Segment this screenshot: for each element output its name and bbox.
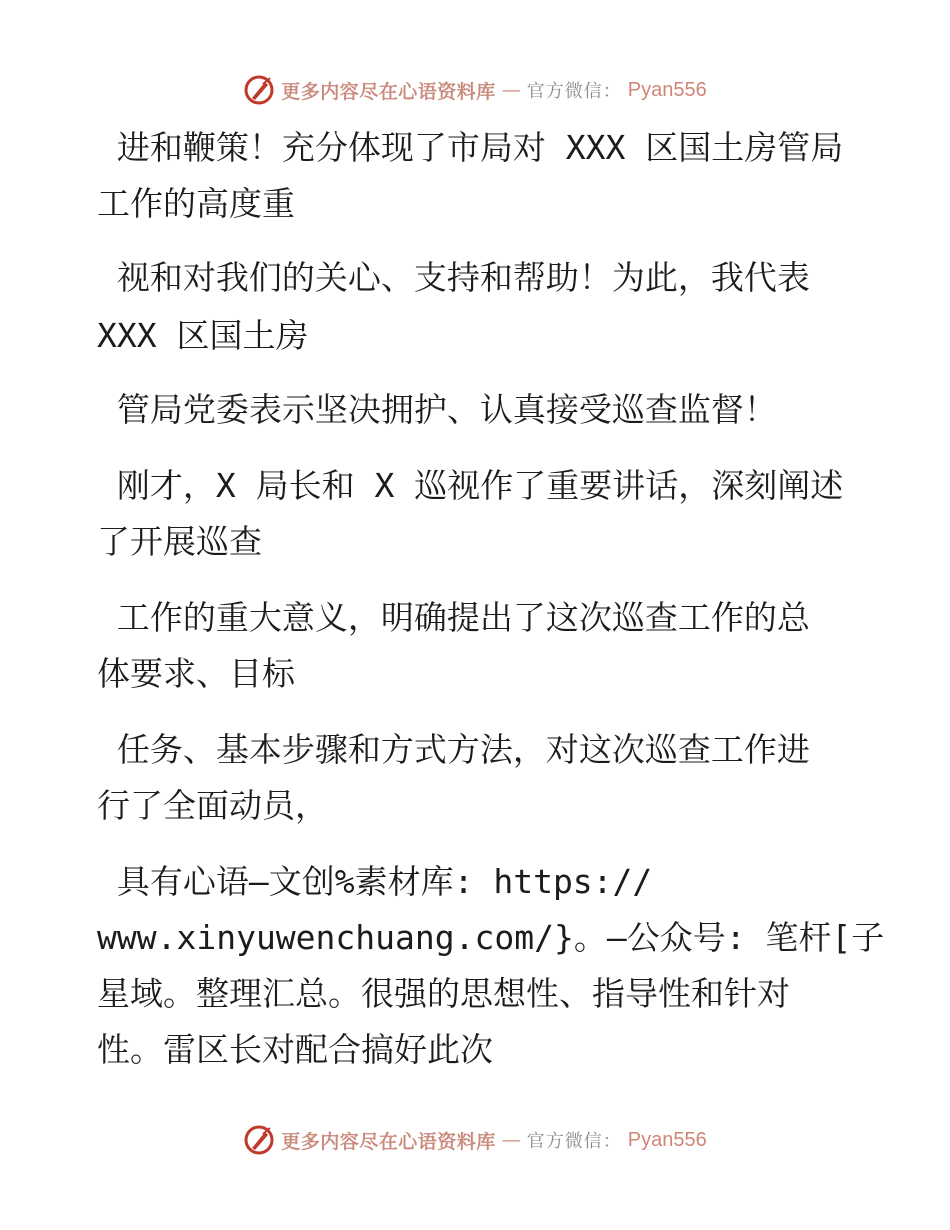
text-line: XXX 区国土房	[97, 316, 309, 355]
footer-banner	[0, 1122, 950, 1158]
wechat-label: 官方微信：	[526, 1131, 622, 1152]
header-banner	[0, 72, 950, 108]
text-line: 刚才，X 局长和 X 巡视作了重要讲话，深刻阐述	[97, 466, 844, 505]
text-line: 星域。整理汇总。很强的思想性、指导性和针对	[97, 974, 790, 1013]
banner-text: 更多内容尽在心语资料库	[281, 80, 496, 103]
text-line: 了开展巡查	[97, 522, 262, 561]
text-line: 具有心语—文创%素材库: https://	[97, 862, 653, 901]
banner-dash: —	[501, 1129, 521, 1151]
wechat-label: 官方微信：	[526, 81, 622, 102]
wechat-id: Pyan556	[627, 78, 707, 101]
text-line: 性。雷区长对配合搞好此次	[97, 1030, 493, 1069]
text-line: 行了全面动员，	[97, 786, 328, 825]
quill-logo-icon	[243, 1124, 275, 1156]
wechat-id: Pyan556	[627, 1128, 707, 1151]
quill-logo-icon	[243, 74, 275, 106]
text-line: 体要求、目标	[97, 654, 295, 693]
banner-text: 更多内容尽在心语资料库	[281, 1130, 496, 1153]
text-line: 任务、基本步骤和方式方法，对这次巡查工作进	[97, 730, 810, 769]
text-line: 管局党委表示坚决拥护、认真接受巡查监督！	[97, 390, 777, 429]
text-line: 工作的重大意义，明确提出了这次巡查工作的总	[97, 598, 810, 637]
text-line: 工作的高度重	[97, 184, 295, 223]
text-line: 进和鞭策！充分体现了市局对 XXX 区国土房管局	[97, 128, 844, 167]
text-line: www.xinyuwenchuang.com/}。—公众号: 笔杆[子	[97, 918, 885, 957]
text-line: 视和对我们的关心、支持和帮助！为此，我代表	[97, 258, 810, 297]
banner-dash: —	[501, 79, 521, 101]
